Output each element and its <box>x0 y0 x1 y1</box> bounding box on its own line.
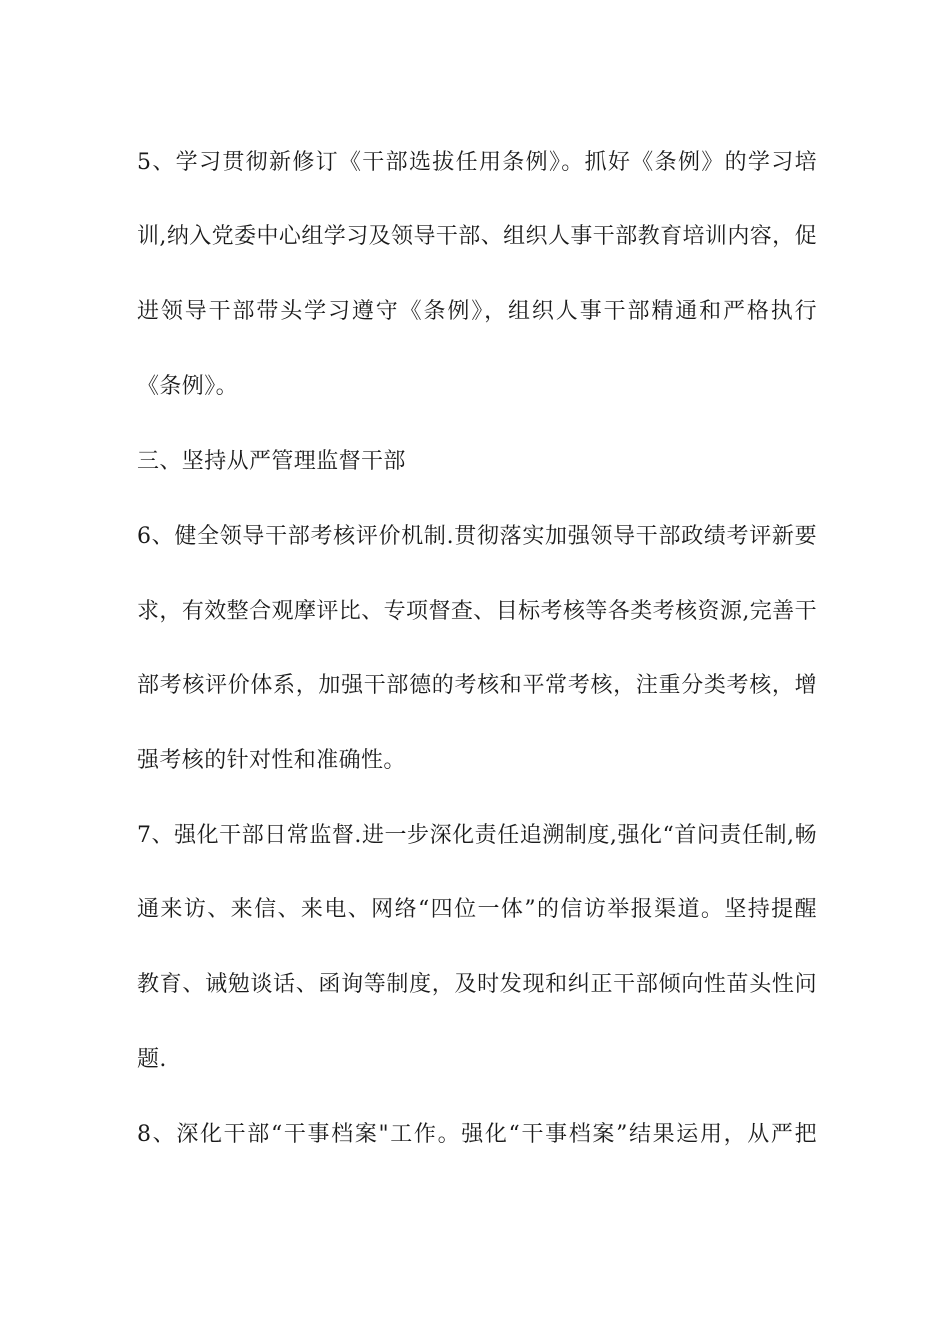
paragraph-8-line-1: 8、深化干部“干事档案"工作。强化“干事档案”结果运用，从严把 <box>137 1122 817 1147</box>
paragraph-7-line-3: 教育、诫勉谈话、函询等制度，及时发现和纠正干部倾向性苗头性问 <box>137 972 817 997</box>
paragraph-5-line-2: 训,纳入党委中心组学习及领导干部、组织人事干部教育培训内容，促 <box>137 224 817 249</box>
paragraph-5-line-1: 5、学习贯彻新修订《干部选拔任用条例》。抓好《条例》的学习培 <box>137 150 817 175</box>
paragraph-7-line-2: 通来访、来信、来电、网络“四位一体”的信访举报渠道。坚持提醒 <box>137 897 817 922</box>
paragraph-7-line-1: 7、强化干部日常监督.进一步深化责任追溯制度,强化“首问责任制,畅 <box>137 823 817 848</box>
paragraph-5-line-3: 进领导干部带头学习遵守《条例》，组织人事干部精通和严格执行 <box>137 299 817 324</box>
paragraph-6-line-1: 6、健全领导干部考核评价机制.贯彻落实加强领导干部政绩考评新要 <box>137 524 817 549</box>
paragraph-6-line-3: 部考核评价体系，加强干部德的考核和平常考核，注重分类考核，增 <box>137 673 817 698</box>
paragraph-6-line-4: 强考核的针对性和准确性。 <box>137 748 406 773</box>
section-heading-3: 三、坚持从严管理监督干部 <box>137 449 406 474</box>
paragraph-7-line-4: 题. <box>137 1047 167 1072</box>
paragraph-6-line-2: 求，有效整合观摩评比、专项督查、目标考核等各类考核资源,完善干 <box>137 599 817 624</box>
paragraph-5-line-4: 《条例》。 <box>137 374 239 399</box>
